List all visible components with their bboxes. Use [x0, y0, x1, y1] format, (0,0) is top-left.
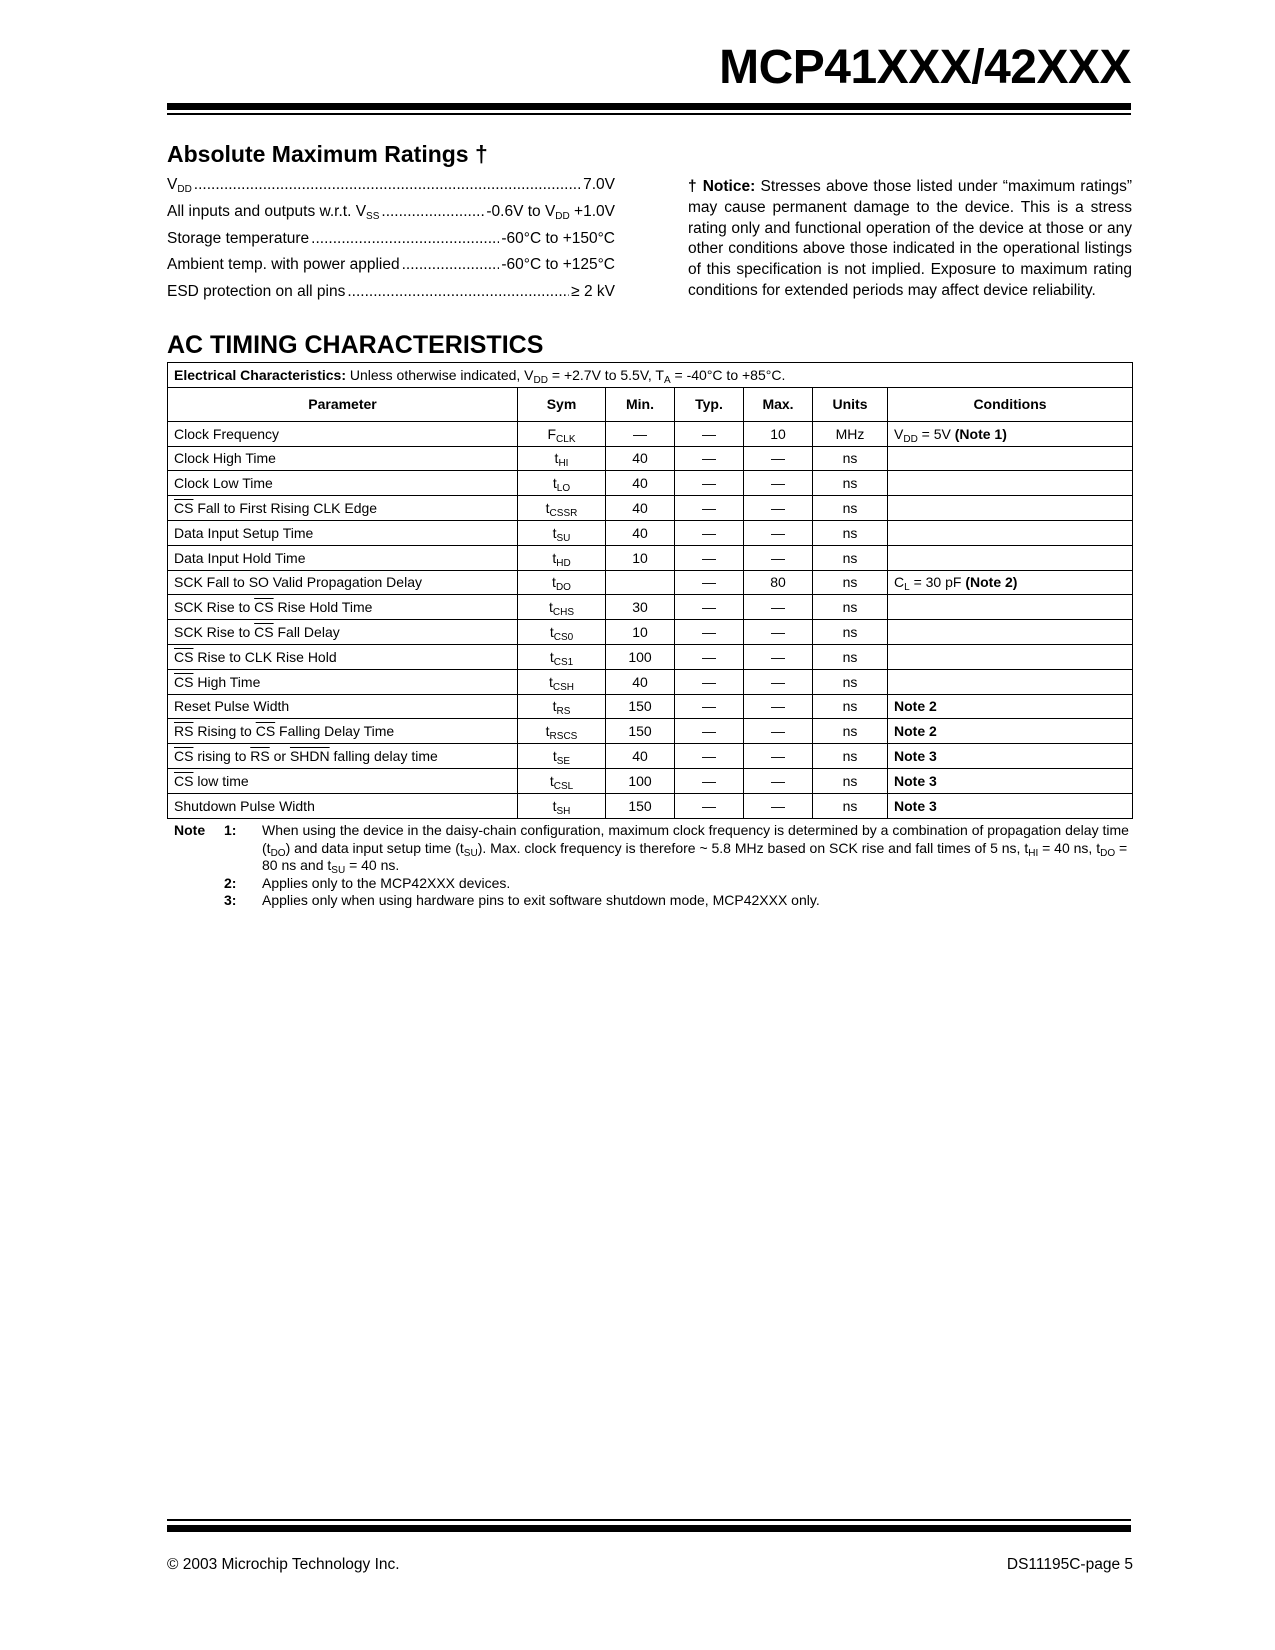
column-header: Max. [744, 387, 813, 421]
rating-value: 7.0V [583, 176, 615, 193]
min-cell: 100 [606, 644, 675, 669]
rating-row-ambient [167, 256, 615, 283]
symbol-cell: $t_{CSSR}$ [518, 496, 606, 521]
column-header: Typ. [675, 387, 744, 421]
note-item [174, 875, 1134, 893]
rating-label: ESD protection on all pins [167, 283, 346, 301]
note-label: Note [174, 822, 206, 838]
max-cell: — [744, 520, 813, 545]
units-cell: ns [813, 446, 888, 471]
conditions-cell [888, 545, 1133, 570]
symbol-cell: $t_{HI}$ [518, 446, 606, 471]
parameter-cell: SCK Rise to $\overline{CS}$ Fall Delay [168, 620, 518, 645]
table-row [168, 595, 1133, 620]
min-cell: 30 [606, 595, 675, 620]
typ-cell: — [675, 719, 744, 744]
footer-copyright: © 2003 Microchip Technology Inc. [167, 1556, 400, 1573]
rating-label: All inputs and outputs w.r.t. $V_{SS}$ [167, 202, 380, 222]
max-cell: — [744, 719, 813, 744]
min-cell: 100 [606, 768, 675, 793]
units-cell: ns [813, 768, 888, 793]
min-cell: 10 [606, 620, 675, 645]
symbol-cell: $t_{CSH}$ [518, 669, 606, 694]
column-header: Sym [518, 387, 606, 421]
table-row [168, 471, 1133, 496]
min-cell: 40 [606, 520, 675, 545]
notice-lead: † Notice: [688, 178, 756, 195]
units-cell: ns [813, 719, 888, 744]
notice-text: Stresses above those listed under “maximum ratings” may cause permanent damage to the device. This is a stress rating only and functional operation of the device at those or any other conditions above those indicated in the operational listings of this specification is not implied. Exposure to maximum rating conditions for extended periods may affect device reliability. [688, 178, 1132, 299]
parameter-cell: $\overline{RS}$ Rising to $\overline{CS}$ Falling Delay Time [168, 719, 518, 744]
conditions-cell: Note 3 [888, 793, 1133, 818]
typ-cell: — [675, 768, 744, 793]
conditions-cell [888, 520, 1133, 545]
conditions-cell: Note 2 [888, 719, 1133, 744]
conditions-cell [888, 595, 1133, 620]
rating-label: $V_{DD}$ [167, 176, 192, 195]
units-cell: ns [813, 570, 888, 595]
units-cell: ns [813, 496, 888, 521]
max-cell: 10 [744, 421, 813, 446]
symbol-cell: $t_{RS}$ [518, 694, 606, 719]
dot-leader [194, 176, 581, 194]
units-cell: ns [813, 669, 888, 694]
units-cell: ns [813, 545, 888, 570]
table-notes [174, 822, 1134, 910]
parameter-cell: SCK Fall to SO Valid Propagation Delay [168, 570, 518, 595]
conditions-cell [888, 471, 1133, 496]
table-row [168, 570, 1133, 595]
parameter-cell: $\overline{CS}$ Fall to First Rising CLK Edge [168, 496, 518, 521]
table-row [168, 620, 1133, 645]
note-item [174, 892, 1134, 910]
min-cell: 10 [606, 545, 675, 570]
min-cell [606, 570, 675, 595]
dot-leader [381, 203, 484, 221]
absolute-max-ratings-title: Absolute Maximum Ratings † [167, 141, 488, 167]
units-cell: ns [813, 793, 888, 818]
max-cell: — [744, 793, 813, 818]
max-cell: — [744, 545, 813, 570]
rating-row-vdd [167, 176, 615, 203]
dot-leader [402, 256, 500, 274]
units-cell: ns [813, 644, 888, 669]
table-row [168, 793, 1133, 818]
max-cell: — [744, 595, 813, 620]
footer-rule-thick [167, 1525, 1131, 1532]
parameter-cell: Data Input Setup Time [168, 520, 518, 545]
max-cell: — [744, 620, 813, 645]
units-cell: ns [813, 620, 888, 645]
rating-value: -60°C to +150°C [501, 229, 615, 247]
note-number: 1: [224, 822, 237, 838]
parameter-cell: $\overline{CS}$ High Time [168, 669, 518, 694]
ac-timing-table [167, 362, 1133, 819]
conditions-cell [888, 496, 1133, 521]
parameter-cell: $\overline{CS}$ Rise to CLK Rise Hold [168, 644, 518, 669]
min-cell: 40 [606, 496, 675, 521]
column-header: Min. [606, 387, 675, 421]
table-row [168, 669, 1133, 694]
max-cell: — [744, 496, 813, 521]
typ-cell: — [675, 570, 744, 595]
typ-cell: — [675, 744, 744, 769]
typ-cell: — [675, 694, 744, 719]
electrical-characteristics-cell: Electrical Characteristics: Unless otherwise indicated, $V_{DD} = +2.7V$ to 5.5V, $T_A = -40^\circ C$ to +85°C. [168, 363, 1133, 388]
header-rule-thin [167, 113, 1131, 115]
units-cell: ns [813, 744, 888, 769]
conditions-cell [888, 644, 1133, 669]
units-cell: ns [813, 520, 888, 545]
column-header: Conditions [888, 387, 1133, 421]
conditions-cell: Note 3 [888, 744, 1133, 769]
parameter-cell: Reset Pulse Width [168, 694, 518, 719]
parameter-cell: Clock High Time [168, 446, 518, 471]
note-text: Applies only to the MCP42XXX devices. [262, 874, 511, 891]
symbol-cell: $t_{LO}$ [518, 471, 606, 496]
conditions-cell [888, 669, 1133, 694]
parameter-cell: Clock Low Time [168, 471, 518, 496]
table-row [168, 719, 1133, 744]
typ-cell: — [675, 446, 744, 471]
min-cell: 150 [606, 793, 675, 818]
ac-timing-title: AC TIMING CHARACTERISTICS [167, 331, 544, 359]
ratings-list [167, 176, 615, 310]
table-row [168, 520, 1133, 545]
min-cell: 40 [606, 669, 675, 694]
column-header: Parameter [168, 387, 518, 421]
max-cell: — [744, 471, 813, 496]
rating-label: Ambient temp. with power applied [167, 256, 400, 274]
note-item [174, 822, 1134, 875]
table-row [168, 768, 1133, 793]
min-cell: — [606, 421, 675, 446]
typ-cell: — [675, 421, 744, 446]
footer-rule-thin [167, 1519, 1131, 1521]
rating-value: ≥ 2 kV [571, 283, 615, 301]
max-cell: — [744, 744, 813, 769]
table-row [168, 496, 1133, 521]
parameter-cell: Clock Frequency [168, 421, 518, 446]
min-cell: 40 [606, 446, 675, 471]
max-cell: — [744, 768, 813, 793]
max-cell: — [744, 644, 813, 669]
parameter-cell: SCK Rise to $\overline{CS}$ Rise Hold Time [168, 595, 518, 620]
min-cell: 150 [606, 719, 675, 744]
table-header-row [168, 387, 1133, 421]
min-cell: 40 [606, 744, 675, 769]
symbol-cell: $t_{CSL}$ [518, 768, 606, 793]
parameter-cell: Data Input Hold Time [168, 545, 518, 570]
typ-cell: — [675, 545, 744, 570]
table-row [168, 446, 1133, 471]
symbol-cell: $t_{CS1}$ [518, 644, 606, 669]
typ-cell: — [675, 793, 744, 818]
symbol-cell: $t_{RSCS}$ [518, 719, 606, 744]
typ-cell: — [675, 496, 744, 521]
column-header: Units [813, 387, 888, 421]
table-conditions-row [168, 363, 1133, 388]
dot-leader [347, 283, 569, 301]
conditions-cell: $C_L = 30$ pF (Note 2) [888, 570, 1133, 595]
units-cell: ns [813, 694, 888, 719]
parameter-cell: $\overline{CS}$ rising to $\overline{RS}$ or SHDN falling delay time [168, 744, 518, 769]
conditions-cell: $V_{DD} = 5V$ (Note 1) [888, 421, 1133, 446]
min-cell: 40 [606, 471, 675, 496]
typ-cell: — [675, 471, 744, 496]
max-cell: — [744, 446, 813, 471]
conditions-cell: Note 3 [888, 768, 1133, 793]
note-number: 3: [224, 892, 237, 908]
parameter-cell: Shutdown Pulse Width [168, 793, 518, 818]
conditions-cell [888, 446, 1133, 471]
symbol-cell: $t_{SE}$ [518, 744, 606, 769]
symbol-cell: $t_{CS0}$ [518, 620, 606, 645]
note-number: 2: [224, 874, 237, 891]
conditions-cell: Note 2 [888, 694, 1133, 719]
header-rule-thick [167, 103, 1131, 110]
symbol-cell: $t_{SH}$ [518, 793, 606, 818]
min-cell: 150 [606, 694, 675, 719]
note-text: Applies only when using hardware pins to exit software shutdown mode, MCP42XXX only. [262, 892, 820, 908]
units-cell: ns [813, 595, 888, 620]
rating-value: -60°C to +125°C [501, 256, 615, 274]
max-cell: 80 [744, 570, 813, 595]
symbol-cell: $t_{CHS}$ [518, 595, 606, 620]
symbol-cell: $F_{CLK}$ [518, 421, 606, 446]
symbol-cell: $t_{DO}$ [518, 570, 606, 595]
typ-cell: — [675, 595, 744, 620]
max-cell: — [744, 694, 813, 719]
rating-label: Storage temperature [167, 229, 310, 247]
note-text: When using the device in the daisy-chain configuration, maximum clock frequency is determined by a combination of propagation delay time $(t_{DO})$ and data input setup time $(t_{SU})$. Max. clock frequency is therefore ~ 5.8 MHz based on SCK rise and fall times of 5 ns, $t_{HI} = 40$ ns, $t_{DO} = 80$ ns and $t_{SU} = 40$ ns. [262, 822, 1129, 876]
conditions-cell [888, 620, 1133, 645]
table-row [168, 694, 1133, 719]
units-cell: MHz [813, 421, 888, 446]
rating-row-io [167, 203, 615, 230]
table-row [168, 421, 1133, 446]
typ-cell: — [675, 644, 744, 669]
typ-cell: — [675, 520, 744, 545]
symbol-cell: $t_{HD}$ [518, 545, 606, 570]
rating-value: -0.6V to $V_{DD} +1.0V$ [486, 202, 615, 222]
symbol-cell: $t_{SU}$ [518, 520, 606, 545]
table-row [168, 545, 1133, 570]
document-title: MCP41XXX/42XXX [719, 41, 1131, 94]
typ-cell: — [675, 620, 744, 645]
rating-row-esd [167, 283, 615, 310]
table-row [168, 644, 1133, 669]
parameter-cell: $\overline{CS}$ low time [168, 768, 518, 793]
notice-paragraph [688, 177, 1132, 302]
units-cell: ns [813, 471, 888, 496]
footer-page-number: DS11195C-page 5 [1006, 1556, 1133, 1573]
table-row [168, 744, 1133, 769]
dot-leader [311, 230, 499, 248]
typ-cell: — [675, 669, 744, 694]
rating-row-storage [167, 230, 615, 257]
max-cell: — [744, 669, 813, 694]
